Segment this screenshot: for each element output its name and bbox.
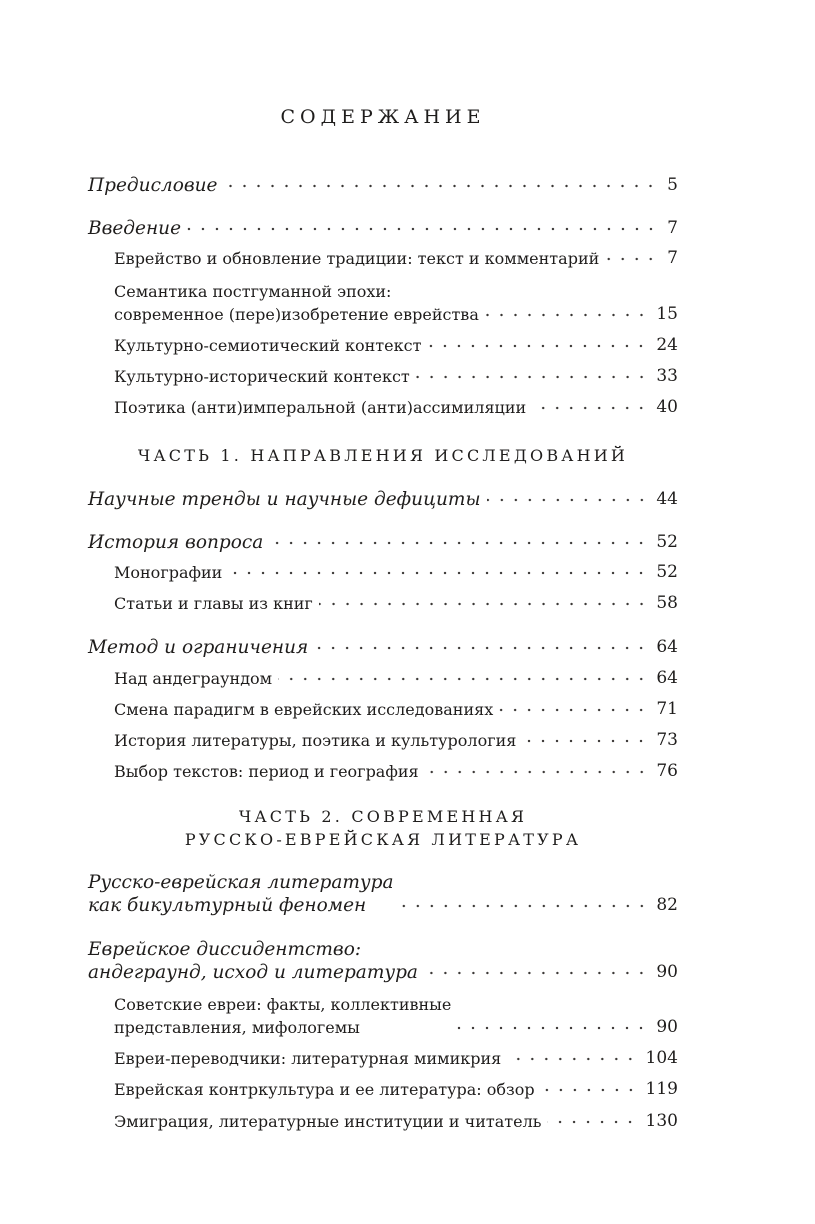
toc-entry-history[interactable] [88,531,678,554]
toc-page-number: 24 [656,335,678,355]
toc-page-number: 82 [656,895,678,915]
toc-page-number: 64 [656,668,678,688]
toc-entry-label: История литературы, поэтика и культурология [114,731,517,750]
toc-page-number: 15 [656,304,678,324]
toc-subentry[interactable] [114,1110,678,1133]
dot-leader [507,1051,637,1067]
dot-leader [487,492,649,508]
toc-page-number: 64 [656,637,678,657]
part-2-heading [88,805,678,851]
dot-leader [400,898,649,914]
toc-subentry[interactable] [114,760,678,783]
toc-page-number: 90 [656,1017,678,1037]
dot-leader [269,535,648,551]
toc-entry-label: Советские евреи: факты, коллективные представления, мифологемы [114,995,452,1037]
toc-entry-label: Эмиграция, литературные институции и читатель [114,1112,542,1131]
dot-leader [278,671,648,687]
toc-page-number: 71 [656,699,678,719]
toc-entry-label: Метод и ограничения [88,637,309,658]
toc-page-number: 5 [667,175,678,195]
toc-subentry[interactable] [114,365,678,388]
toc-page-number: 44 [656,489,678,509]
toc-subentry[interactable] [114,280,678,326]
toc-entry-label: Научные тренды и научные дефициты [88,489,481,510]
dot-leader [425,764,649,780]
toc-page-number: 33 [656,366,678,386]
dot-leader [485,307,649,323]
toc-entry-label: Еврейство и обновление традиции: текст и комментарий [114,249,600,268]
toc-entry-label: История вопроса [88,532,264,553]
dot-leader [228,565,648,581]
toc-entry-label: Над андеграундом [114,669,273,688]
toc-subentry[interactable] [114,561,678,584]
toc-entry-dissidence[interactable] [88,938,678,984]
toc-entry-label: Поэтика (анти)имперальной (анти)ассимиляции [114,398,527,417]
dot-leader [416,369,649,385]
toc-entry-label: Культурно-семиотический контекст [114,336,422,355]
toc-subentry[interactable] [114,993,678,1039]
toc-entry-label: Русско-еврейская литература как бикультурный феномен [88,872,394,916]
part-2-heading-line-2: РУССКО-ЕВРЕЙСКАЯ ЛИТЕРАТУРА [184,830,582,849]
toc-subentry[interactable] [114,1047,678,1070]
toc-entry-introduction[interactable] [88,217,678,240]
toc-entry-preface[interactable] [88,174,678,197]
toc-page-number: 40 [656,397,678,417]
toc-subentry[interactable] [114,592,678,615]
dot-leader [457,1020,648,1036]
dot-leader [522,733,648,749]
toc-entry-label: Монографии [114,563,223,582]
toc-entry-label: Еврейское диссидентство: андеграунд, исход и литература [88,939,418,983]
part-1-heading: ЧАСТЬ 1. НАПРАВЛЕНИЯ ИССЛЕДОВАНИЙ [137,446,629,465]
dot-leader [541,1082,638,1098]
toc-entry-label: Семантика постгуманной эпохи: современное (пере)изобретение еврейства [114,282,479,324]
toc-entry-label: Евреи-переводчики: литературная мимикрия [114,1049,502,1068]
toc-page-number: 73 [656,730,678,750]
toc-subentry[interactable] [114,1078,678,1101]
toc-entry-label: Культурно-исторический контекст [114,367,410,386]
dot-leader [532,400,648,416]
dot-leader [605,251,658,267]
toc-entry-trends[interactable] [88,488,678,511]
toc-subentry[interactable] [114,729,678,752]
toc-entry-label: Выбор текстов: период и география [114,762,419,781]
dot-leader [424,965,648,981]
page-title: СОДЕРЖАНИЕ [280,106,486,128]
part-2-heading-line-1: ЧАСТЬ 2. СОВРЕМЕННАЯ [238,807,528,826]
dot-leader [319,596,649,612]
toc-subentry[interactable] [114,396,678,419]
dot-leader [314,640,648,656]
toc-page-number: 130 [645,1111,678,1131]
toc-page-number: 58 [656,593,678,613]
toc-page-number: 7 [667,248,678,268]
toc-entry-label: Предисловие [88,175,218,196]
toc-entry-label: Смена парадигм в еврейских исследованиях [114,700,494,719]
toc-entry-label: Статьи и главы из книг [114,594,313,613]
dot-leader [223,178,658,194]
dot-leader [547,1114,637,1130]
toc-subentry[interactable] [114,334,678,357]
toc-page-number: 52 [656,532,678,552]
dot-leader [187,221,658,237]
toc-subentry[interactable] [114,247,678,270]
toc-page-number: 90 [656,962,678,982]
toc-subentry[interactable] [114,667,678,690]
toc-page-number: 7 [667,218,678,238]
toc-entry-bicultural[interactable] [88,871,678,917]
toc-page-number: 76 [656,761,678,781]
toc-entry-label: Введение [88,218,182,239]
dot-leader [427,338,648,354]
toc-page-number: 52 [656,562,678,582]
dot-leader [499,702,648,718]
toc-page-number: 104 [645,1048,678,1068]
toc-entry-method[interactable] [88,636,678,659]
toc-page-number: 119 [645,1079,678,1099]
toc-subentry[interactable] [114,698,678,721]
toc-entry-label: Еврейская контркультура и ее литература: обзор [114,1080,535,1099]
